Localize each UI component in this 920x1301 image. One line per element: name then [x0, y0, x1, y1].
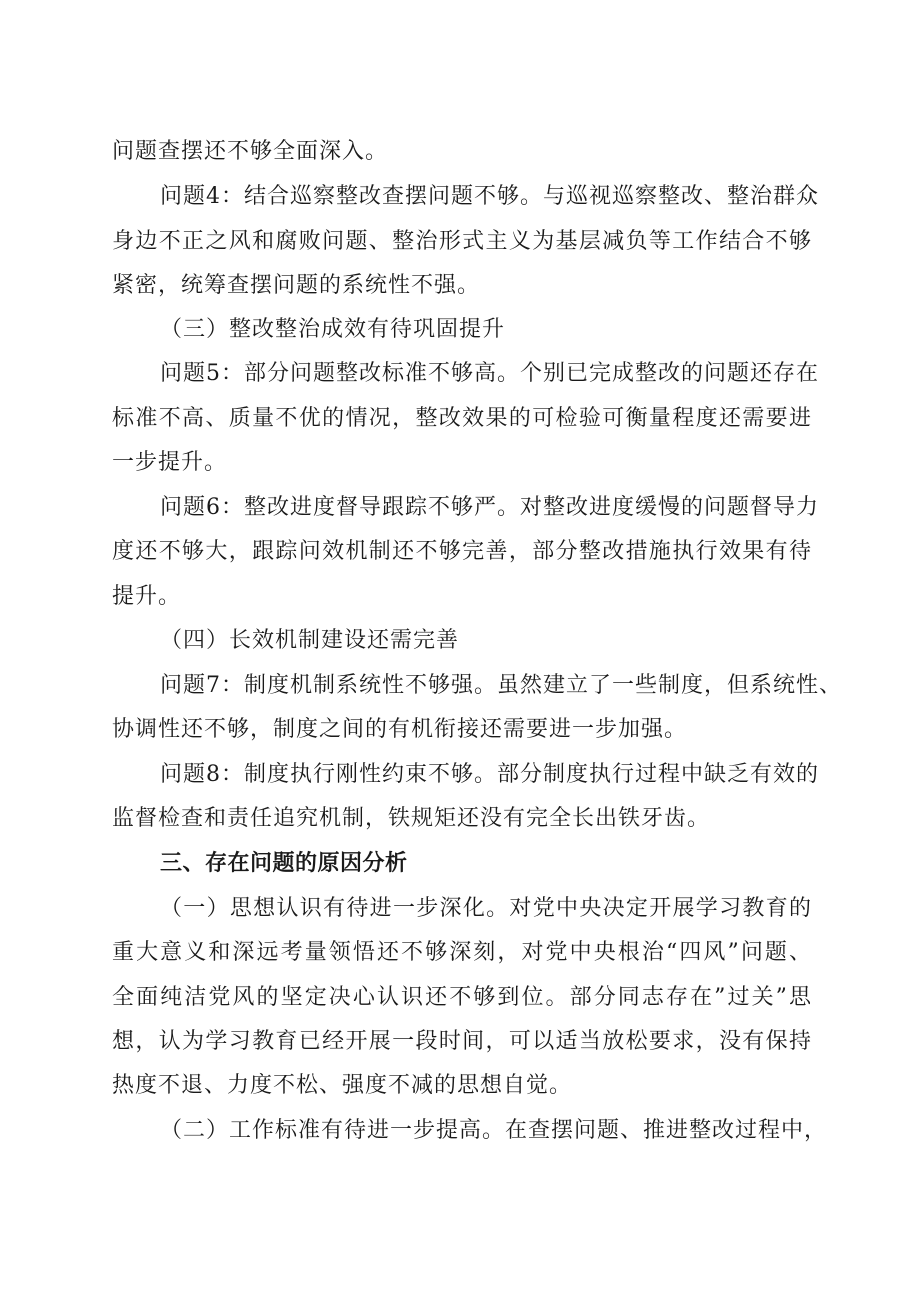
text-line: （一）思想认识有待进一步深化。对党中央决定开展学习教育的 [160, 896, 812, 921]
text-line: 身边不正之风和腐败问题、整治形式主义为基层减负等工作结合不够 [112, 229, 812, 254]
text-line: 问题6：整改进度督导跟踪不够严。对整改进度缓慢的问题督导力 [160, 495, 819, 520]
text-line: 一步提升。 [112, 450, 228, 475]
chapter-heading: 三、存在问题的原因分析 [160, 851, 408, 876]
section-heading: （四）长效机制建设还需完善 [160, 628, 460, 653]
text-line: 协调性还不够，制度之间的有机衔接还需要进一步加强。 [112, 717, 688, 742]
text-line: 监督检查和责任追究机制，铁规矩还没有完全长出铁牙齿。 [112, 806, 711, 831]
text-line: 全面纯洁党风的坚定决心认识还不够到位。部分同志存在”过关”思 [112, 985, 812, 1010]
text-line: 问题4：结合巡察整改查摆问题不够。与巡视巡察整改、整治群众 [160, 184, 819, 209]
text-line: 标准不高、质量不优的情况，整改效果的可检验可衡量程度还需要进 [112, 406, 812, 431]
text-line: 想，认为学习教育已经开展一段时间，可以适当放松要求，没有保持 [112, 1029, 812, 1054]
text-line: 度还不够大，跟踪问效机制还不够完善，部分整改措施执行效果有待 [112, 539, 812, 564]
text-line: 紧密，统筹查摆问题的系统性不强。 [112, 273, 481, 298]
text-line: 问题查摆还不够全面深入。 [112, 139, 389, 164]
text-line: 问题5：部分问题整改标准不够高。个别已完成整改的问题还存在 [160, 361, 819, 386]
text-line: 提升。 [112, 584, 182, 609]
text-line: 问题8：制度执行刚性约束不够。部分制度执行过程中缺乏有效的 [160, 762, 819, 787]
text-line: 问题7：制度机制系统性不够强。虽然建立了一些制度，但系统性、 [160, 673, 842, 698]
text-line: 热度不退、力度不松、强度不减的思想自觉。 [112, 1073, 573, 1098]
section-heading: （三）整改整治成效有待巩固提升 [160, 317, 506, 342]
text-line: （二）工作标准有待进一步提高。在查摆问题、推进整改过程中， [160, 1118, 828, 1143]
text-line: 重大意义和深远考量领悟还不够深刻，对党中央根治“四风”问题、 [112, 940, 812, 965]
